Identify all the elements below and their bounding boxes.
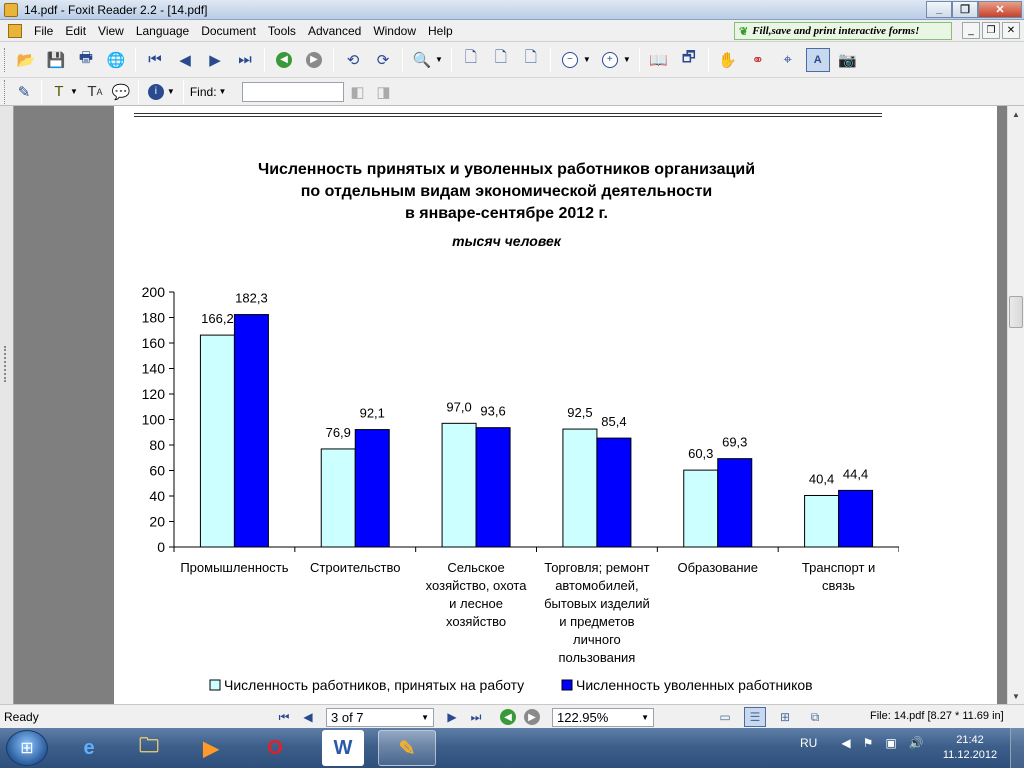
y-tick-label: 200 [141,284,165,300]
data-label: 97,0 [446,399,472,415]
vertical-scrollbar[interactable] [1007,106,1024,704]
bookmark-icon[interactable]: 📖 [649,51,669,69]
bar [718,459,752,547]
leaf-icon: ❦ [739,25,749,38]
chart-title [114,159,899,225]
find-previous-icon[interactable]: ◧ [350,83,365,101]
doc-restore-button[interactable]: ❐ [982,22,1000,39]
last-page-icon[interactable]: ⏭ [470,709,482,724]
data-label: 69,3 [722,434,748,450]
scroll-up-icon[interactable]: ▲ [1012,109,1020,119]
data-label: 85,4 [601,414,627,430]
highlight-dropdown-icon[interactable]: ▼ [70,87,78,96]
forward-icon[interactable]: ▶ [302,48,326,72]
y-tick-label: 60 [149,462,165,479]
rotate-right-icon[interactable]: ⟳ [376,51,390,69]
y-tick-label: 160 [141,335,165,351]
main-toolbar [0,42,1024,78]
web-icon[interactable]: 🌐 [106,51,126,69]
separator [402,48,403,72]
first-page-icon[interactable]: ⏮ [278,709,290,724]
legend-label: Численность работников, принятых на работу [224,677,525,693]
separator [708,48,709,72]
doc-minimize-button[interactable]: _ [962,22,980,39]
bar [805,495,839,547]
menu-window[interactable]: Window [373,23,416,38]
show-hidden-icons-icon[interactable]: ◀ [841,736,851,750]
document-area [0,106,1024,704]
separator [451,48,452,72]
zoom-in-dropdown-icon[interactable]: ▼ [622,55,631,64]
find-icon[interactable]: ⌖ [783,51,792,68]
data-label: 166,2 [201,311,234,327]
menu-advanced[interactable]: Advanced [307,23,362,38]
network-icon[interactable]: ▣ [885,736,897,750]
back-icon[interactable]: ◀ [272,48,296,72]
page-rule [134,116,882,117]
separator [138,80,139,104]
separator [639,48,640,72]
back-icon[interactable]: ◀ [498,707,518,727]
y-tick-label: 40 [149,488,165,504]
side-panel-grip[interactable] [4,346,9,382]
note-icon[interactable]: 💬 [111,83,131,101]
minimize-button[interactable]: _ [926,1,952,18]
document-menu-icon[interactable] [8,24,22,38]
bar [234,315,268,547]
menu-help[interactable]: Help [428,23,453,38]
separator [333,48,334,72]
category-label: личного [573,632,621,647]
link-icon[interactable]: ⚭ [751,51,765,69]
bar [597,438,631,547]
data-label: 93,6 [480,403,506,419]
bar [563,429,597,547]
info-dropdown-icon[interactable]: ▼ [166,87,175,96]
page-number-value: 3 of 7 [331,709,364,725]
category-label: Промышленность [180,560,289,575]
data-label: 92,5 [567,405,593,421]
separator [183,80,184,104]
view-mode-buttons [710,707,830,727]
promo-banner[interactable] [734,22,952,40]
bar [355,430,389,547]
category-label: хозяйство, охота [425,578,527,593]
toolbar-grip[interactable] [4,80,7,104]
bar [442,423,476,547]
zoom-tool-dropdown-icon[interactable]: ▼ [435,55,443,64]
category-label: бытовых изделий [544,596,650,611]
annotation-toolbar [0,78,1024,106]
title-bar[interactable] [0,0,1024,20]
volume-icon[interactable]: 🔊 [908,736,924,750]
category-label: Сельское [447,560,505,575]
menu-language[interactable]: Language [135,23,190,38]
doc-close-button[interactable]: ✕ [1002,22,1020,39]
scroll-down-icon[interactable]: ▼ [1012,691,1020,701]
close-button[interactable]: ✕ [978,1,1022,18]
data-label: 44,4 [842,466,869,482]
previous-page-icon[interactable]: ◀ [303,710,313,724]
category-label: Образование [677,560,759,575]
bar-chart [114,276,899,700]
show-desktop-button[interactable] [1010,728,1024,768]
continuous-facing-icon[interactable]: ⧉ [810,709,820,724]
next-page-icon[interactable]: ▶ [447,710,457,724]
print-icon[interactable]: 🖶 [78,49,94,66]
rotate-left-icon[interactable]: ⟲ [346,51,360,69]
menu-document[interactable]: Document [201,23,256,38]
y-tick-label: 140 [141,360,165,377]
category-label: Строительство [310,560,401,575]
menu-bar [0,20,1024,42]
y-tick-label: 180 [141,309,165,326]
menu-file[interactable]: File [34,23,54,38]
system-tray [800,736,936,750]
status-text: Ready [4,710,39,724]
fit-page-icon[interactable]: 🗋 [494,49,507,66]
chart-subtitle: тысяч человек [452,233,561,249]
status-bar [0,704,1024,728]
language-indicator[interactable]: RU [800,736,818,750]
y-tick-label: 100 [141,411,165,428]
restore-button[interactable]: ❐ [952,1,978,18]
open-icon[interactable]: 📂 [16,51,36,69]
separator [41,80,42,104]
menu-tools[interactable]: Tools [267,23,296,38]
zoom-in-icon[interactable]: + [598,48,622,72]
toolbar-grip[interactable] [4,48,7,72]
media-player-icon[interactable]: ▶ [203,737,219,760]
single-page-icon[interactable]: ▭ [719,710,731,724]
page-rule [134,113,882,114]
chart-title-line: Численность принятых и уволенных работников организаций [257,161,756,178]
start-button[interactable]: ⊞ [6,730,48,766]
y-tick-label: 120 [141,386,165,402]
info-icon[interactable]: i [146,80,166,104]
bar [684,470,718,547]
clock-date: 11.12.2012 [942,749,998,761]
category-label: и предметов [559,614,635,629]
save-icon[interactable]: 💾 [46,51,66,69]
foxit-app-icon[interactable] [4,3,18,17]
data-label: 76,9 [325,424,351,440]
forward-icon[interactable]: ▶ [522,707,542,727]
zoom-out-dropdown-icon[interactable]: ▼ [582,55,591,64]
actual-size-icon[interactable]: 🗋 [464,49,477,66]
legend-label: Численность уволенных работников [576,677,813,693]
windows-taskbar [0,728,1024,768]
category-label: Транспорт и [801,560,876,575]
fit-width-icon[interactable]: 🗋 [524,49,537,66]
category-label: пользования [558,650,636,665]
side-panel[interactable] [0,106,14,704]
data-label: 92,1 [359,405,385,421]
clock-time: 21:42 [956,734,984,746]
menu-view[interactable]: View [98,23,124,38]
data-label: 182,3 [235,290,268,306]
category-label: и лесное [449,596,503,611]
legend-swatch [210,680,220,690]
menu-edit[interactable]: Edit [65,23,87,38]
zoom-out-icon[interactable]: − [558,48,582,72]
zoom-dropdown-icon[interactable]: ▼ [641,712,649,722]
next-page-icon[interactable]: ▶ [209,51,221,69]
document-window-controls [960,22,1020,39]
separator [264,48,265,72]
chart-title-line: в январе-сентябре 2012 г. [405,205,608,222]
last-page-icon[interactable]: ⏭ [238,51,252,68]
category-label: связь [822,578,856,593]
category-label: Торговля; ремонт [544,560,650,575]
pdf-page [114,106,997,704]
facing-icon[interactable]: ⊞ [779,710,791,724]
find-input[interactable] [242,82,344,102]
zoom-level-field[interactable] [552,708,654,727]
file-explorer-icon[interactable]: 🗀 [139,735,159,757]
first-page-icon[interactable]: ⏮ [148,51,162,68]
chart-title-line: по отдельным видам экономической деятельности [300,183,713,200]
page-navigation [272,707,654,727]
y-tick-label: 20 [149,513,165,530]
internet-explorer-icon[interactable]: e [83,736,95,759]
data-label: 60,3 [688,446,714,462]
previous-page-icon[interactable]: ◀ [179,51,191,69]
page-dropdown-icon[interactable]: ▼ [421,712,429,722]
window-controls [926,1,1022,19]
find-label: Find: [189,84,217,99]
scroll-thumb[interactable] [1009,296,1023,328]
zoom-level-value: 122.95% [557,709,609,725]
export-icon[interactable]: 🗗 [681,49,696,66]
separator [550,48,551,72]
text-tool-icon[interactable]: T A [87,83,103,100]
y-tick-label: 0 [157,539,165,555]
category-label: автомобилей, [555,578,639,593]
data-label: 40,4 [808,471,835,487]
bar [200,335,234,547]
separator [135,48,136,72]
find-next-icon[interactable]: ◨ [376,83,391,101]
clock[interactable] [940,733,1000,763]
action-center-flag-icon[interactable]: ⚑ [862,736,874,750]
bar [476,428,510,547]
continuous-icon[interactable]: ☰ [744,707,766,727]
typewriter-icon[interactable]: ✎ [17,83,31,101]
find-options-dropdown-icon[interactable]: ▼ [218,87,227,96]
category-label: хозяйство [446,614,507,629]
foxit-reader-task-icon[interactable]: ✎ [378,730,436,766]
promo-text: Fill,save and print interactive forms! [752,25,920,37]
text-select-icon[interactable]: A [806,48,830,72]
highlight-icon[interactable]: T [54,83,64,100]
opera-icon[interactable]: O [267,736,283,759]
y-tick-label: 80 [149,437,165,453]
file-info: File: 14.pdf [8.27 * 11.69 in] [870,710,1004,722]
window-title: 14.pdf - Foxit Reader 2.2 - [14.pdf] [24,2,208,17]
zoom-in-tool-icon[interactable]: 🔍 [412,51,432,69]
hand-tool-icon[interactable]: ✋ [718,51,738,69]
page-number-field[interactable] [326,708,434,727]
legend-swatch [562,680,572,690]
bar [321,449,355,547]
bar [839,490,873,547]
word-icon[interactable]: W [322,730,364,766]
snapshot-icon[interactable]: 📷 [838,51,858,69]
